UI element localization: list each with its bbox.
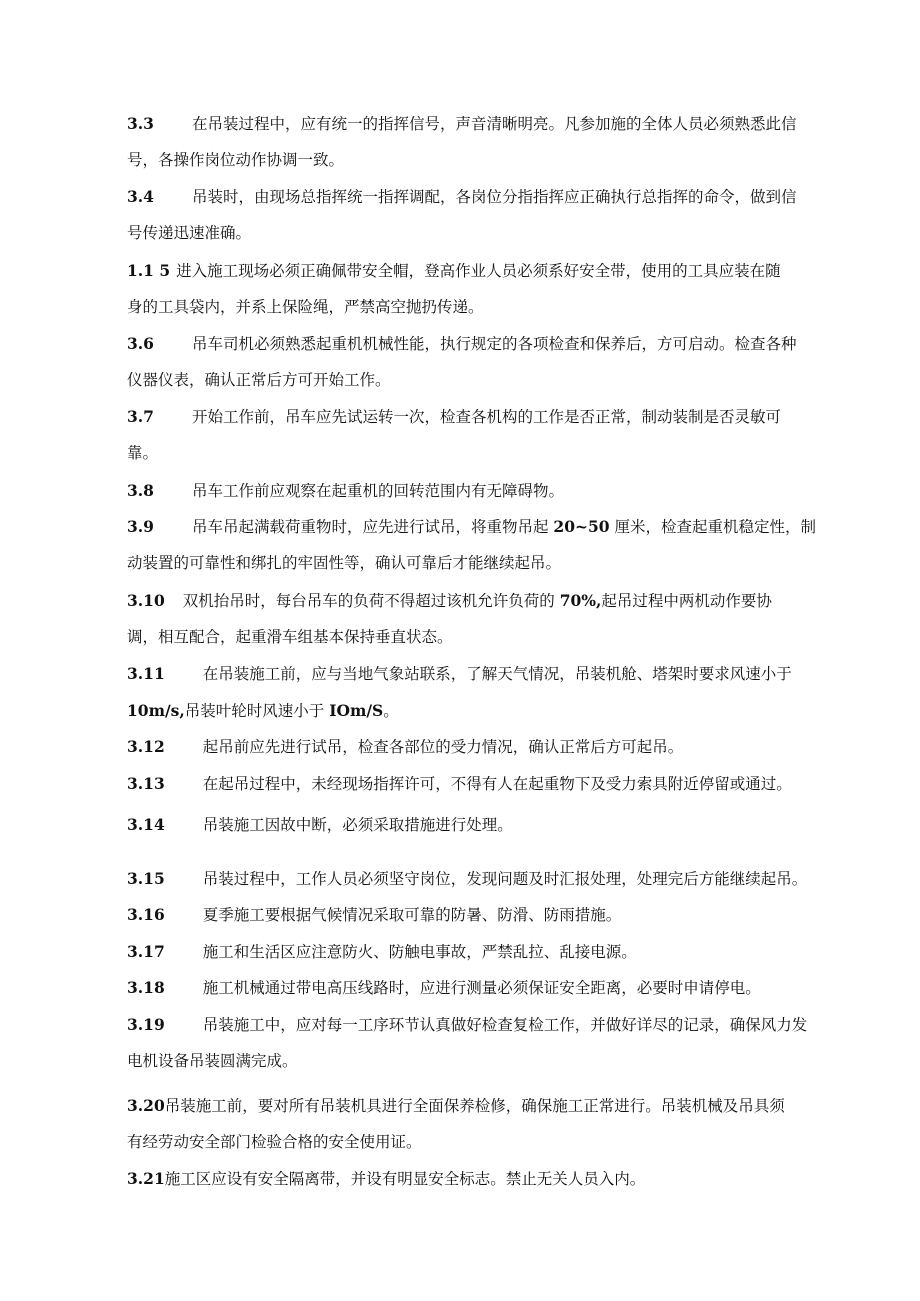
- clause-text: 施工机械通过带电高压线路时，应进行测量必须保证安全距离，必要时申请停电。: [202, 979, 761, 997]
- clause-number: 3.4: [127, 187, 154, 206]
- clause-text: 夏季施工要根据气候情况采取可靠的防暑、防滑、防雨措施。: [202, 906, 622, 924]
- clause-text: 吊装过程中，工作人员必须坚守岗位，发现问题及时汇报处理，处理完后方能继续起吊。: [202, 870, 808, 888]
- clause-number: 3.15: [127, 869, 165, 888]
- clause-3-18: [127, 969, 847, 1006]
- clause-text: 吊装施工前，要对所有吊装机具进行全面保养检修，确保施工正常进行。吊装机械及吊具须: [164, 1097, 785, 1115]
- clause-text: 在起吊过程中，未经现场指挥许可，不得有人在起重物下及受力索具附近停留或通过。: [202, 775, 792, 793]
- clause-3-8: [127, 472, 847, 509]
- clause-3-20: [127, 1087, 847, 1161]
- clause-text-cont: 电机设备吊装圆满完成。: [127, 1052, 298, 1070]
- clause-3-4: [127, 178, 847, 252]
- clause-text: 吊车吊起满载荷重物时，应先进行试吊，将重物吊起: [191, 518, 554, 536]
- clause-text-cont: 身的工具袋内，并系上保险绳，严禁高空抛扔传递。: [127, 298, 484, 316]
- clause-text: 起吊前应先进行试吊，检查各部位的受力情况，确认正常后方可起吊。: [202, 738, 684, 756]
- load-percent: 70%,: [559, 591, 602, 610]
- clause-number: 3.20: [127, 1096, 165, 1115]
- clause-number: 1.1 5: [127, 261, 171, 280]
- clause-number: 3.11: [127, 664, 165, 683]
- clause-text-cont: 号传递迅速准确。: [127, 224, 252, 242]
- clause-text: 施工和生活区应注意防火、防触电事故，严禁乱拉、乱接电源。: [202, 943, 637, 961]
- clause-3-15: [127, 860, 847, 897]
- clause-number: 3.9: [127, 517, 154, 536]
- clause-text-cont: 号，各操作岗位动作协调一致。: [127, 151, 345, 169]
- clause-number: 3.12: [127, 737, 165, 756]
- clause-number: 3.8: [127, 481, 154, 500]
- clause-text: 在吊装施工前，应与当地气象站联系，了解天气情况，吊装机舱、塔架时要求风速小于: [202, 665, 792, 683]
- clause-text: 开始工作前，吊车应先试运转一次，检查各机构的工作是否正常，制动装制是否灵敏可: [191, 408, 781, 426]
- clause-text: 吊装施工因故中断，必须采取措施进行处理。: [202, 816, 513, 834]
- clause-number: 3.16: [127, 905, 165, 924]
- wind-speed-1: 10m∕s,: [127, 701, 185, 720]
- clause-number: 3.7: [127, 407, 154, 426]
- clause-text-rest: 起吊过程中两机动作要协: [601, 592, 772, 610]
- clause-text-cont: 靠。: [127, 444, 159, 462]
- clause-3-10: [127, 582, 847, 656]
- clause-text-cont: 仪器仪表，确认正常后方可开始工作。: [127, 371, 391, 389]
- clause-3-16: [127, 896, 847, 933]
- clause-text-cont: 调，相互配合，起重滑车组基本保持垂直状态。: [127, 628, 453, 646]
- clause-3-11: 3.11 在吊装施工前，应与当地气象站联系，了解天气情况，吊装机舱、塔架时要求风速小于 10m∕s,吊装叶轮时风速小于 IOm/S。: [127, 655, 847, 729]
- clause-3-14: [127, 806, 847, 843]
- clause-text-cont: 吊装叶轮时风速小于: [184, 702, 330, 720]
- clause-number: 3.10: [127, 591, 165, 610]
- clause-3-3: [127, 105, 847, 179]
- clause-number: 3.18: [127, 978, 165, 997]
- clause-3-21: [127, 1160, 847, 1197]
- clause-number: 3.21: [127, 1169, 165, 1188]
- clause-1-1-5: [127, 252, 847, 326]
- clause-number: 3.3: [127, 114, 154, 133]
- clause-text: 吊装施工中，应对每一工序环节认真做好检查复检工作，并做好详尽的记录，确保风力发: [202, 1016, 808, 1034]
- clause-text: 吊车工作前应观察在起重机的回转范围内有无障碍物。: [191, 482, 564, 500]
- clause-number: 3.6: [127, 334, 154, 353]
- clause-3-9: [127, 508, 847, 582]
- clause-text: 吊车司机必须熟悉起重机机械性能，执行规定的各项检查和保养后，方可启动。检查各种: [191, 335, 797, 353]
- clause-number: 3.17: [127, 942, 165, 961]
- clause-3-6: [127, 325, 847, 399]
- clause-3-7: [127, 398, 847, 472]
- wind-speed-2: IOm/S: [329, 701, 384, 720]
- clause-3-19: [127, 1006, 847, 1080]
- range-value: 20~50: [553, 517, 610, 536]
- clause-text: 进入施工现场必须正确佩带安全帽，登高作业人员必须系好安全带，使用的工具应装在随: [176, 262, 781, 280]
- clause-number: 3.14: [127, 815, 165, 834]
- clause-number: 3.13: [127, 774, 165, 793]
- clause-text: 吊装时，由现场总指挥统一指挥调配，各岗位分指指挥应正确执行总指挥的命令，做到信: [191, 188, 797, 206]
- clause-text: 施工区应设有安全隔离带，并设有明显安全标志。禁止无关人员入内。: [164, 1170, 646, 1188]
- clause-number: 3.19: [127, 1015, 165, 1034]
- clause-text-cont: 有经劳动安全部门检验合格的安全使用证。: [127, 1133, 422, 1151]
- clause-3-17: [127, 933, 847, 970]
- clause-text-cont: 动装置的可靠性和绑扎的牢固性等，确认可靠后才能继续起吊。: [127, 554, 562, 572]
- clause-text: 在吊装过程中，应有统一的指挥信号，声音清晰明亮。凡参加施的全体人员必须熟悉此信: [191, 115, 797, 133]
- clause-text: 双机抬吊时，每台吊车的负荷不得超过该机允许负荷的: [182, 592, 560, 610]
- clause-3-12: [127, 728, 847, 765]
- clause-3-13: [127, 765, 847, 802]
- clause-text-rest: 厘米，检查起重机稳定性，制: [609, 518, 816, 536]
